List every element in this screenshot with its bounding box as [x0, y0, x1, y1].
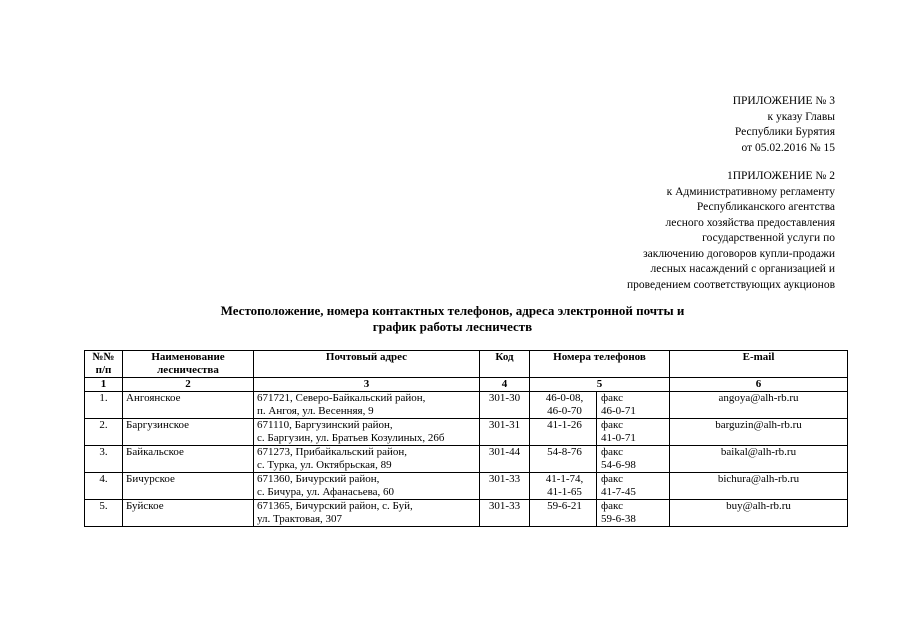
appendix-2-line: к Административному регламенту	[666, 185, 835, 198]
address-line: с. Турка, ул. Октябрьская, 89	[257, 459, 392, 471]
fax-label: факс	[601, 473, 623, 485]
row-code: 301-33	[480, 500, 530, 527]
address-line: 671721, Северо-Байкальский район,	[257, 392, 426, 404]
fax	[597, 473, 666, 499]
address-line: 671360, Бичурский район,	[257, 473, 380, 485]
phone: 54-8-76	[547, 446, 582, 458]
header-num: №№ п/п	[85, 351, 123, 378]
row-name: Ангоянское	[123, 392, 254, 419]
row-address	[254, 419, 480, 446]
header-address: Почтовый адрес	[254, 351, 480, 378]
title-line-2: график работы лесничеств	[372, 319, 533, 334]
address-line: ул. Трактовая, 307	[257, 513, 343, 525]
fax	[597, 446, 666, 472]
phone-numbers	[533, 419, 597, 445]
document-title	[0, 303, 905, 335]
appendix-3-header	[733, 94, 835, 156]
table-header-row	[85, 351, 848, 378]
address-line: с. Бичура, ул. Афанасьева, 60	[257, 486, 395, 498]
address-line: 671110, Баргузинский район,	[257, 419, 393, 431]
table-row	[85, 419, 848, 446]
row-name: Бичурское	[123, 473, 254, 500]
fax	[597, 392, 666, 418]
row-phones	[530, 446, 670, 473]
row-num: 4.	[85, 473, 123, 500]
appendix-2-header	[627, 169, 835, 293]
row-phones	[530, 419, 670, 446]
phone-numbers	[533, 392, 597, 418]
phone: 41-1-65	[547, 486, 582, 498]
col-number: 6	[670, 378, 848, 392]
phone: 46-0-70	[547, 405, 582, 417]
header-email: E-mail	[670, 351, 848, 378]
col-number: 3	[254, 378, 480, 392]
row-num: 3.	[85, 446, 123, 473]
col-number: 1	[85, 378, 123, 392]
row-address	[254, 392, 480, 419]
row-address	[254, 500, 480, 527]
row-name: Байкальское	[123, 446, 254, 473]
phone-numbers	[533, 473, 597, 499]
row-email[interactable]: barguzin@alh-rb.ru	[670, 419, 848, 446]
fax	[597, 500, 666, 526]
address-line: 671273, Прибайкальский район,	[257, 446, 408, 458]
table-row	[85, 500, 848, 527]
fax-label: факс	[601, 392, 623, 404]
row-email[interactable]: baikal@alh-rb.ru	[670, 446, 848, 473]
row-email[interactable]: buy@alh-rb.ru	[670, 500, 848, 527]
address-line: 671365, Бичурский район, с. Буй,	[257, 500, 413, 512]
appendix-2-line: проведением соответствующих аукционов	[627, 278, 835, 291]
header-phones: Номера телефонов	[530, 351, 670, 378]
appendix-3-line: ПРИЛОЖЕНИЕ № 3	[732, 95, 835, 107]
row-code: 301-44	[480, 446, 530, 473]
row-name: Буйское	[123, 500, 254, 527]
fax-number: 59-6-38	[601, 513, 636, 525]
phone: 41-1-74,	[545, 473, 584, 485]
row-code: 301-31	[480, 419, 530, 446]
forestry-table	[84, 350, 848, 527]
phone: 59-6-21	[547, 500, 582, 512]
header-code: Код	[480, 351, 530, 378]
address-line: п. Ангоя, ул. Весенняя, 9	[257, 405, 374, 417]
phone: 41-1-26	[547, 419, 582, 431]
row-address	[254, 473, 480, 500]
fax-label: факс	[601, 446, 623, 458]
phone-numbers	[533, 446, 597, 472]
phone-numbers	[533, 500, 597, 526]
fax-number: 41-0-71	[601, 432, 636, 444]
row-phones	[530, 473, 670, 500]
col-number: 2	[123, 378, 254, 392]
phone: 46-0-08,	[545, 392, 584, 404]
table-row	[85, 446, 848, 473]
appendix-2-line: лесных насаждений с организацией и	[650, 263, 835, 275]
appendix-3-line: от 05.02.2016 № 15	[741, 141, 835, 154]
appendix-2-line: заключению договоров купли-продажи	[643, 247, 835, 260]
fax-number: 41-7-45	[601, 486, 636, 498]
address-line: с. Баргузин, ул. Братьев Козулиных, 26б	[257, 432, 445, 444]
column-number-row	[85, 378, 848, 392]
appendix-2-line: государственной услуги по	[702, 232, 835, 244]
appendix-3-line: к указу Главы	[767, 110, 835, 123]
row-num: 2.	[85, 419, 123, 446]
fax	[597, 419, 666, 445]
row-num: 1.	[85, 392, 123, 419]
appendix-3-line: Республики Бурятия	[734, 126, 835, 138]
header-name: Наименование лесничества	[123, 351, 254, 378]
row-email[interactable]: angoya@alh-rb.ru	[670, 392, 848, 419]
row-num: 5.	[85, 500, 123, 527]
fax-label: факс	[601, 500, 623, 512]
row-name: Баргузинское	[123, 419, 254, 446]
appendix-2-line: Республиканского агентства	[696, 201, 835, 213]
table-row	[85, 392, 848, 419]
fax-label: факс	[601, 419, 623, 431]
row-phones	[530, 500, 670, 527]
row-phones	[530, 392, 670, 419]
row-code: 301-30	[480, 392, 530, 419]
col-number: 5	[530, 378, 670, 392]
fax-number: 54-6-98	[601, 459, 636, 471]
row-code: 301-33	[480, 473, 530, 500]
col-number: 4	[480, 378, 530, 392]
title-line-1: Местоположение, номера контактных телефонов, адреса электронной почты и	[220, 303, 685, 318]
fax-number: 46-0-71	[601, 405, 636, 417]
table-row	[85, 473, 848, 500]
row-address	[254, 446, 480, 473]
row-email[interactable]: bichura@alh-rb.ru	[670, 473, 848, 500]
appendix-2-line: лесного хозяйства предоставления	[665, 216, 835, 229]
appendix-2-line: 1ПРИЛОЖЕНИЕ № 2	[726, 170, 835, 182]
